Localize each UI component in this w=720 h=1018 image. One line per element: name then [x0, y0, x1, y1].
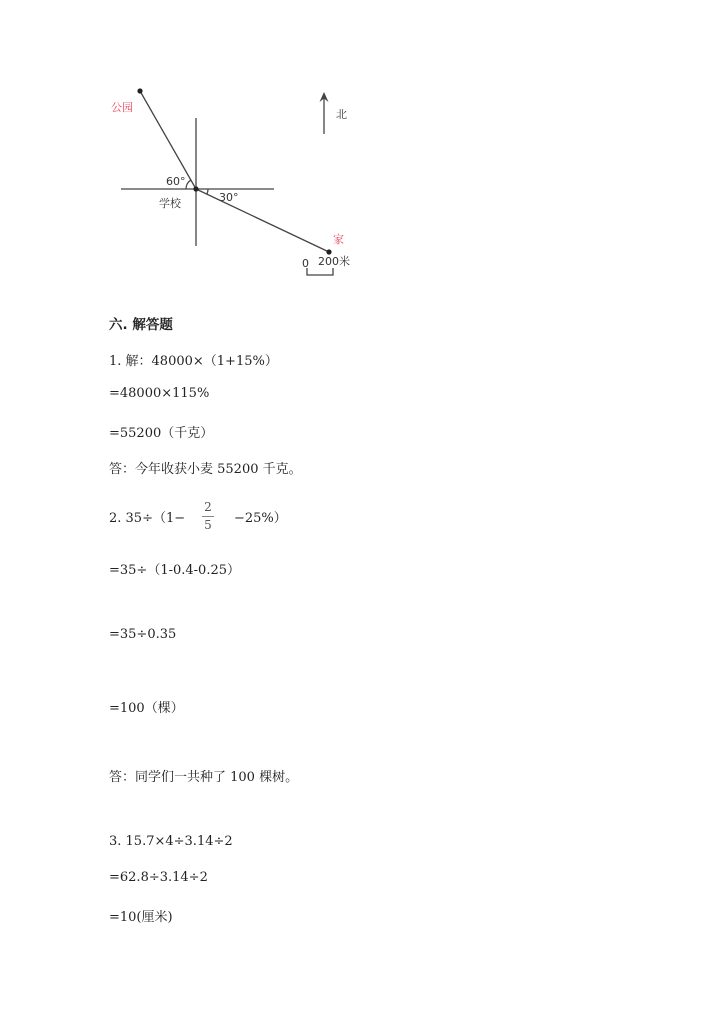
home-point — [326, 249, 331, 254]
school-point — [193, 186, 198, 191]
school-label: 学校 — [159, 197, 181, 210]
q1-line3: =55200（千克） — [109, 426, 214, 441]
direction-diagram — [0, 0, 720, 300]
park-point — [137, 88, 142, 93]
q2-line4: =100（棵） — [109, 701, 184, 716]
q3-line1: 3. 15.7×4÷3.14÷2 — [109, 834, 233, 849]
fraction-bar — [202, 516, 214, 517]
angle-30-arc — [207, 189, 208, 194]
q2-line3: =35÷0.35 — [109, 627, 177, 642]
angle-30-label: 30° — [219, 191, 239, 204]
q1-line1: 1. 解：48000×（1+15%） — [109, 354, 278, 369]
q2-line2: =35÷（1-0.4-0.25） — [109, 563, 241, 578]
fraction-numerator: 2 — [204, 500, 212, 514]
school-to-home-line — [196, 189, 329, 252]
park-label: 公园 — [111, 101, 133, 114]
scale-zero-label: 0 — [302, 257, 309, 270]
q1-line2: =48000×115% — [109, 386, 210, 401]
north-label: 北 — [336, 108, 347, 121]
q3-line2: =62.8÷3.14÷2 — [109, 870, 208, 885]
q2-line1-prefix: 2. 35÷（1− — [109, 511, 186, 526]
angle-60-arc — [186, 180, 191, 189]
section-title: 六. 解答题 — [109, 317, 173, 333]
home-label: 家 — [333, 233, 344, 246]
q2-line1-suffix: −25%） — [234, 511, 287, 526]
q2-answer: 答：同学们一共种了 100 棵树。 — [109, 770, 299, 785]
angle-60-label: 60° — [166, 175, 186, 188]
fraction-denominator: 5 — [204, 518, 212, 532]
q3-line3: =10(厘米) — [109, 910, 173, 925]
q2-fraction — [200, 500, 216, 533]
scale-label: 200米 — [318, 255, 350, 268]
scale-bar — [307, 268, 333, 275]
q1-answer: 答：今年收获小麦 55200 千克。 — [109, 462, 302, 477]
